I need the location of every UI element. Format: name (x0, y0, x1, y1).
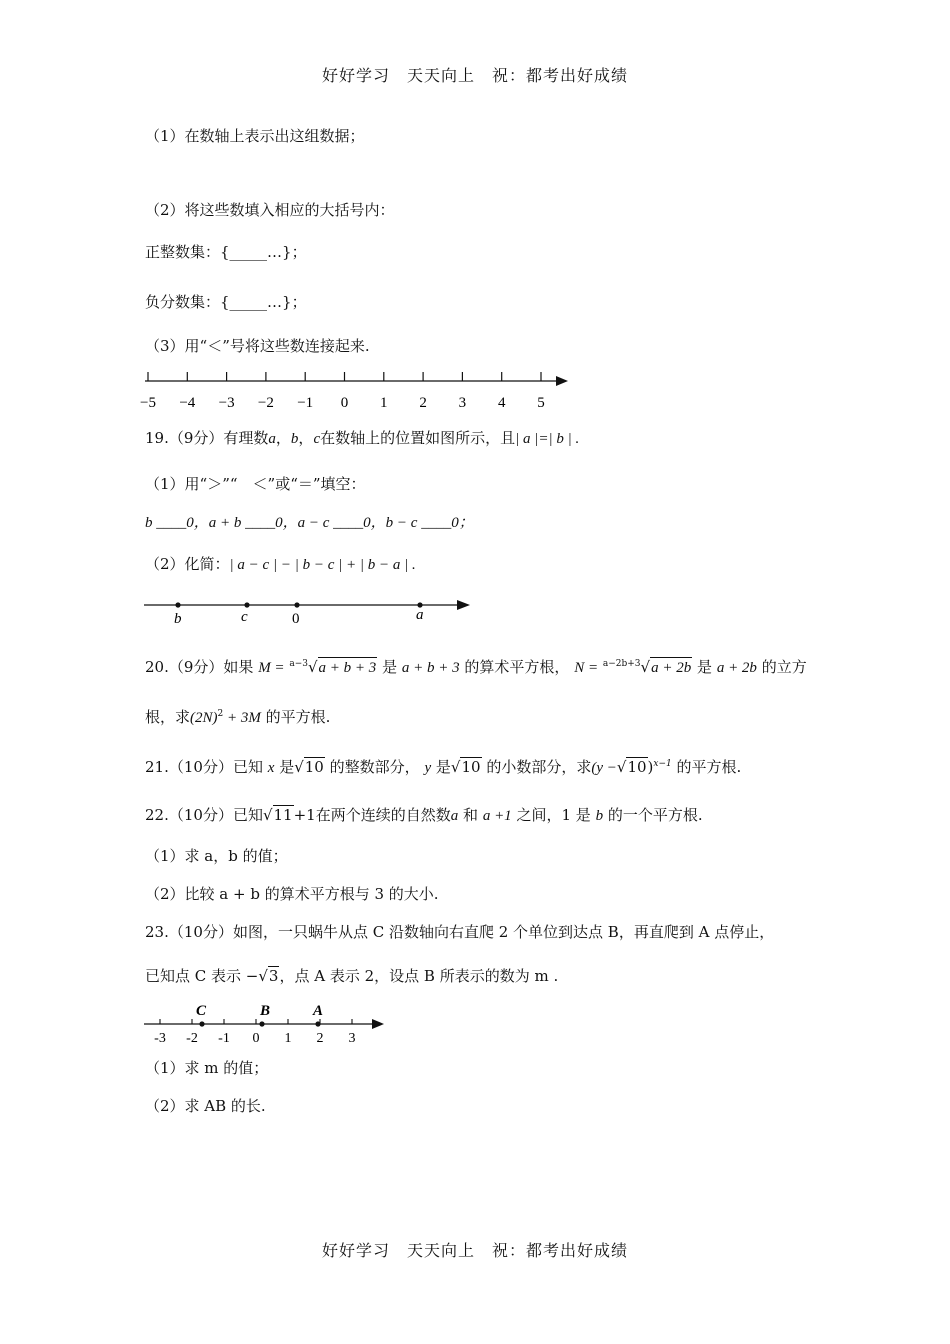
q19-part1: （1）用“＞”“ ＜”或“＝”填空： (145, 475, 366, 493)
q19-part2: （2）化简：| a − c | − | b − c | + | b − a | . (145, 555, 416, 573)
point-A (315, 1021, 320, 1026)
label-B: B (260, 1003, 271, 1019)
point-c (244, 602, 249, 607)
q22-part1: （1）求 a，b 的值； (145, 847, 288, 865)
q18-part1: （1）在数轴上表示出这组数据； (145, 127, 365, 145)
q22-stem: 22.（10分）已知√11+1在两个连续的自然数a 和 a +1 之间，1 是 b 的一个平方根. (145, 806, 703, 824)
q18-tick-label: −1 (297, 395, 314, 411)
q19-stem: 19.（9分）有理数a，b，c在数轴上的位置如图所示，且| a |=| b | . (145, 429, 580, 447)
q18-negative-fraction-set: 负分数集：{_____…}； (145, 293, 307, 311)
point-b (175, 602, 180, 607)
q20-stem-line1: 20.（9分）如果 M = $^{a-3}$√a + b + 3 是 a + b + 3 的算术平方根， N = $^{a-2b+3}$√a + 2b 是 a + 2b 的立方 (145, 658, 807, 676)
q22-part2: （2）比较 a + b 的算术平方根与 3 的大小. (145, 885, 439, 903)
q18-tick-label: 3 (458, 395, 467, 411)
point-B (259, 1021, 264, 1026)
point-C (199, 1021, 204, 1026)
q23-part2: （2）求 AB 的长. (145, 1097, 266, 1115)
q23-tick-label: 3 (348, 1031, 356, 1046)
q23-tick-label: -2 (186, 1031, 198, 1046)
q21-stem: 21.（10分）已知 x 是√10 的整数部分， y 是√10 的小数部分，求$(y -√10)^{x-1}$ 的平方根. (145, 758, 742, 776)
label-a: a (416, 607, 424, 623)
q18-tick-label: −2 (257, 395, 274, 411)
point-zero (294, 602, 299, 607)
q18-tick-label: −4 (179, 395, 196, 411)
q18-tick-label: −3 (218, 395, 235, 411)
q18-tick-label: 4 (497, 395, 506, 411)
q18-tick-label: 1 (380, 395, 388, 411)
q18-number-line (135, 365, 585, 415)
q19-number-line (140, 592, 480, 632)
q18-tick-label: 5 (537, 395, 545, 411)
label-b: b (174, 611, 182, 627)
q23-tick-label: -3 (154, 1031, 166, 1046)
q23-tick-label: -1 (218, 1031, 230, 1046)
q23-tick-label: 2 (316, 1031, 324, 1046)
q20-stem-line2: 根，求$(2N)^2 + 3M$ 的平方根. (145, 708, 331, 726)
page-header: 好好学习 天天向上 祝：都考出好成绩 (321, 66, 628, 85)
label-c: c (241, 609, 248, 625)
q18-positive-integer-set: 正整数集：{_____…}； (145, 243, 307, 261)
q23-tick-label: 0 (252, 1031, 260, 1046)
q18-tick-label: −5 (140, 395, 156, 411)
q23-number-line (140, 998, 390, 1048)
q18-tick-label: 0 (340, 395, 349, 411)
label-A: A (313, 1003, 324, 1019)
label-zero: 0 (292, 611, 300, 627)
q23-stem-line2: 已知点 C 表示 −√3，点 A 表示 2，设点 B 所表示的数为 m . (145, 967, 559, 985)
q23-stem-line1: 23.（10分）如图，一只蜗牛从点 C 沿数轴向右直爬 2 个单位到达点 B，再直爬到 A 点停止， (145, 923, 775, 941)
label-C: C (196, 1003, 207, 1019)
q18-part3: （3）用“＜”号将这些数连接起来. (145, 337, 370, 355)
q18-part2: （2）将这些数填入相应的大括号内： (145, 201, 395, 219)
q23-part1: （1）求 m 的值； (145, 1059, 269, 1077)
q23-tick-label: 1 (284, 1031, 292, 1046)
q18-tick-label: 2 (419, 395, 427, 411)
q19-blanks: b ____0，a + b ____0，a − c ____0，b − c ____0； (145, 515, 474, 531)
page-footer: 好好学习 天天向上 祝：都考出好成绩 (321, 1241, 628, 1260)
